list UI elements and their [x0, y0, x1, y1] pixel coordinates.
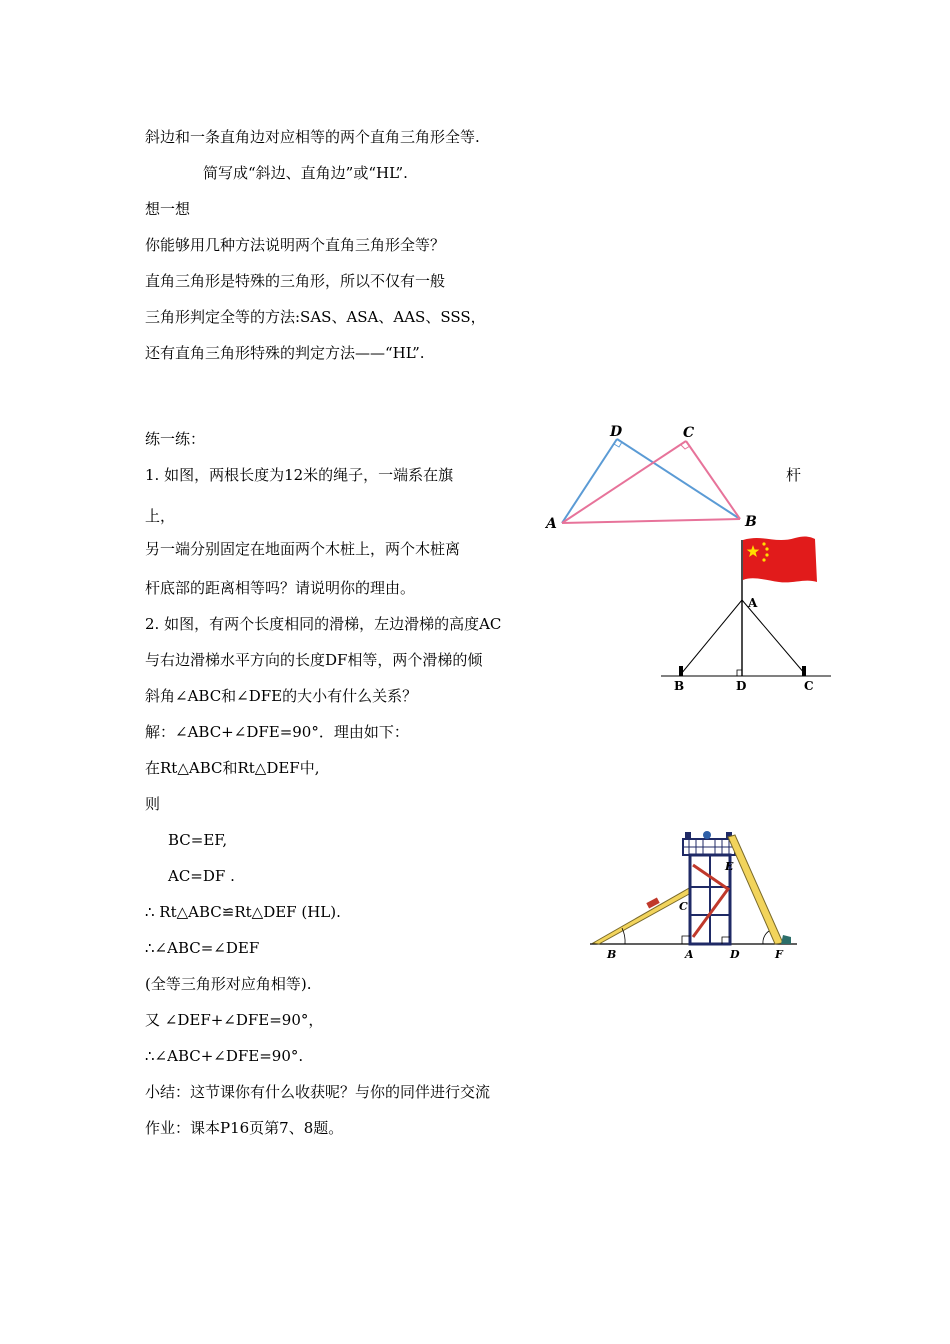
segment-ad [562, 439, 617, 523]
label-b: B [607, 948, 617, 961]
child-icon [703, 831, 711, 839]
solution-line-3: 则 [145, 795, 161, 813]
label-e: E [725, 860, 734, 873]
label-c: C [683, 425, 695, 441]
solution-line-10: ∴∠ABC+∠DFE=90°. [145, 1047, 304, 1065]
text-line-2: 简写成“斜边、直角边”或“HL”. [203, 164, 408, 182]
problem-2-line-1: 2. 如图，有两个长度相同的滑梯，左边滑梯的高度AC [145, 615, 502, 633]
solution-line-4: BC=EF, [168, 831, 228, 849]
rope-right [742, 600, 805, 674]
label-a: A [748, 596, 758, 610]
label-f: F [775, 948, 783, 961]
homework-line: 作业：课本P16页第7、8题。 [145, 1119, 344, 1137]
figure-slides [585, 825, 800, 965]
angle-arc-f [763, 931, 769, 944]
slide-end-icon [781, 935, 791, 944]
slide-left [593, 887, 691, 944]
problem-2-line-2: 与右边滑梯水平方向的长度DF相等，两个滑梯的倾 [145, 651, 483, 669]
rope-left [681, 600, 742, 674]
text-line-4: 你能够用几种方法说明两个直角三角形全等？ [145, 236, 446, 254]
segment-ab [562, 519, 740, 523]
flag-icon [743, 536, 817, 582]
summary-line: 小结：这节课你有什么收获呢？与你的同伴进行交流 [145, 1083, 491, 1101]
right-angle-mark [737, 670, 742, 676]
stake-right [802, 666, 806, 676]
text-line-1: 斜边和一条直角边对应相等的两个直角三角形全等. [145, 128, 480, 146]
segment-db [617, 439, 740, 519]
problem-1-trailing-char: 杆 [786, 466, 802, 484]
problem-1-line-2: 上， [145, 507, 176, 525]
segment-ac [562, 441, 686, 523]
label-d: D [610, 424, 623, 440]
figure-flagpole [655, 530, 840, 695]
text-line-6: 三角形判定全等的方法:SAS、ASA、AAS、SSS， [145, 308, 486, 326]
solution-line-2: 在Rt△ABC和Rt△DEF中, [145, 759, 320, 777]
label-a: A [685, 948, 694, 961]
solution-line-1: 解：∠ABC+∠DFE=90°．理由如下： [145, 723, 409, 741]
label-a: A [546, 516, 557, 532]
problem-1-line-3: 另一端分别固定在地面两个木桩上，两个木桩离 [145, 540, 461, 558]
solution-line-8: (全等三角形对应角相等). [145, 975, 312, 993]
segment-cb [686, 441, 740, 519]
label-d: D [730, 948, 740, 961]
figure-triangles [540, 420, 770, 535]
solution-line-7: ∴∠ABC=∠DEF [145, 939, 260, 957]
label-b: B [674, 679, 685, 693]
solution-line-5: AC=DF . [168, 867, 235, 885]
problem-1-line-4: 杆底部的距离相等吗？请说明你的理由。 [145, 579, 416, 597]
solution-line-6: ∴ Rt△ABC≌Rt△DEF (HL). [145, 903, 341, 921]
label-c: C [804, 679, 814, 693]
stake-left [679, 666, 683, 676]
text-line-7: 还有直角三角形特殊的判定方法——“HL”. [145, 344, 425, 362]
label-c: C [679, 900, 688, 913]
label-d: D [736, 679, 747, 693]
problem-2-line-3: 斜角∠ABC和∠DFE的大小有什么关系？ [145, 687, 418, 705]
slide-right [728, 835, 783, 944]
heading-think: 想一想 [145, 200, 191, 218]
label-b: B [745, 514, 757, 530]
text-line-5: 直角三角形是特殊的三角形，所以不仅有一般 [145, 272, 446, 290]
problem-1-line-1: 1. 如图，两根长度为12米的绳子，一端系在旗 [145, 466, 454, 484]
solution-line-9: 又 ∠DEF+∠DFE=90°， [145, 1011, 324, 1029]
heading-practice: 练一练： [145, 430, 206, 448]
